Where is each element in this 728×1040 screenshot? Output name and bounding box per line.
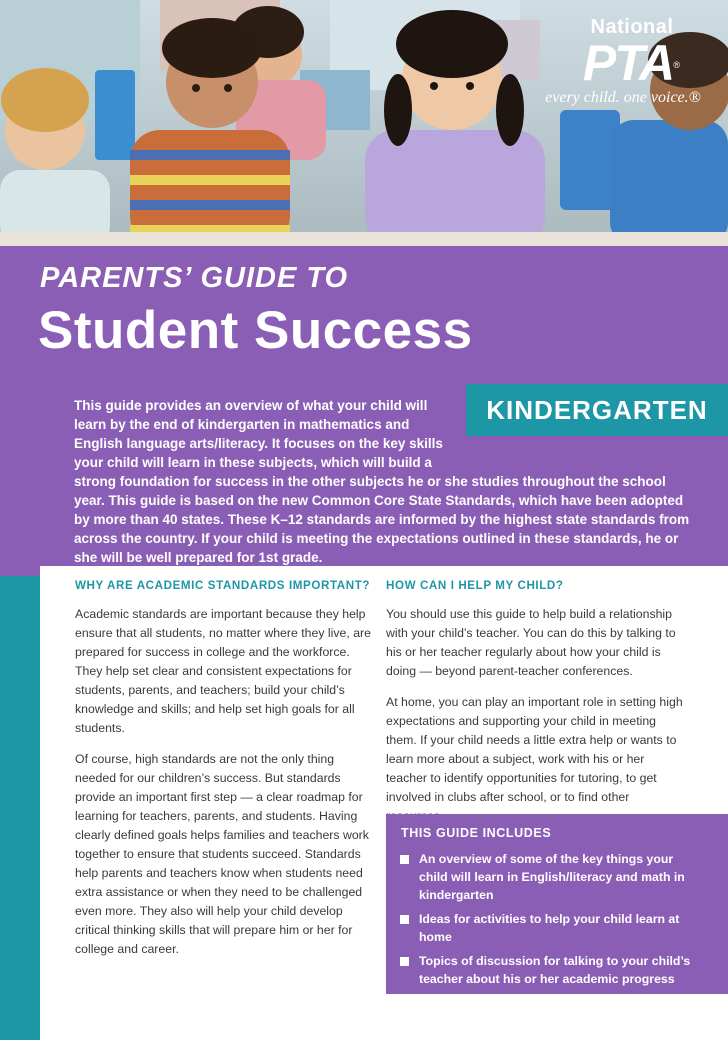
- list-item-text: An overview of some of the key things your child will learn in English/literacy and math in kindergarten: [419, 852, 685, 902]
- guide-includes-list: [398, 850, 698, 994]
- square-bullet-icon: [400, 957, 409, 966]
- guide-includes-heading: THIS GUIDE INCLUDES: [401, 826, 552, 840]
- intro-text: This guide provides an overview of what your child will learn by the end of kindergarten in mathematics and English language arts/literacy. It focuses on the key skills your child will learn in these subjects, which will build a strong foundation for success in the other subjects he or she studies throughout the school year. This guide is based on the new Common Core State Standards, which have been adopted by more than 40 states. These K–12 standards are informed by the highest state standards from across the country. If your child is meeting the expectations outlined in these standards, he or she will be well prepared for 1st grade.: [74, 398, 690, 565]
- left-paragraph-1: Academic standards are important because they help ensure that all students, no matter where they live, are prepared for success in college and the workforce. They help set clear and consistent expectations for students, parents, and teachers; build your child’s knowledge and skills; and help set high goals for all students.: [75, 607, 371, 735]
- logo-national-text: National: [590, 16, 674, 38]
- square-bullet-icon: [400, 915, 409, 924]
- left-column-heading: WHY ARE ACADEMIC STANDARDS IMPORTANT?: [75, 579, 371, 592]
- national-pta-logo: [532, 16, 714, 116]
- list-item: [398, 952, 698, 988]
- left-column: [75, 575, 371, 971]
- intro-float-spacer: [456, 396, 694, 454]
- list-item: [398, 850, 698, 904]
- right-paragraph-2: At home, you can play an important role in setting high expectations and supporting your child in meeting them. If your child needs a little extra help or wants to learn more about a subject, work with his or her teacher to identify opportunities for tutoring, to get involved in clubs after school, or to find other: [386, 695, 683, 804]
- right-column: [386, 575, 686, 838]
- list-item: [398, 910, 698, 946]
- left-paragraph-2: Of course, high standards are not the only thing needed for our children’s success. But standards provide an important first step — a clear roadmap for learning for teachers, parents, and students. Having clearly defined goals helps families and teachers work together to ensure that students succeed. Standards help parents and teachers know when students need extra assistance or when they need to be challenged even more. They also will help your child develop critical thinking skills that will prepare him or her for college and career.: [75, 752, 369, 956]
- logo-registered-mark: ®: [673, 60, 680, 70]
- logo-pta-text: PTA: [582, 35, 674, 91]
- title-line-2: Student Success: [38, 301, 473, 360]
- right-column-heading: HOW CAN I HELP MY CHILD?: [386, 579, 564, 592]
- grade-label: KINDERGARTEN: [486, 394, 708, 425]
- title-line-1: PARENTS’ GUIDE TO: [40, 262, 349, 294]
- logo-tagline: every child. one voice.®: [545, 89, 701, 106]
- list-item-text: Ideas for activities to help your child learn at home: [419, 912, 680, 944]
- right-paragraph-1: You should use this guide to help build a relationship with your child’s teacher. You can do this by talking to his or her teacher regularly about how your child is doing — beyond parent-teacher conferences.: [386, 607, 676, 678]
- header-photo: [0, 0, 728, 246]
- square-bullet-icon: [400, 855, 409, 864]
- intro-paragraph: [74, 396, 694, 567]
- list-item-text: Topics of discussion for talking to your child’s teacher about his or her academic progress: [419, 954, 691, 986]
